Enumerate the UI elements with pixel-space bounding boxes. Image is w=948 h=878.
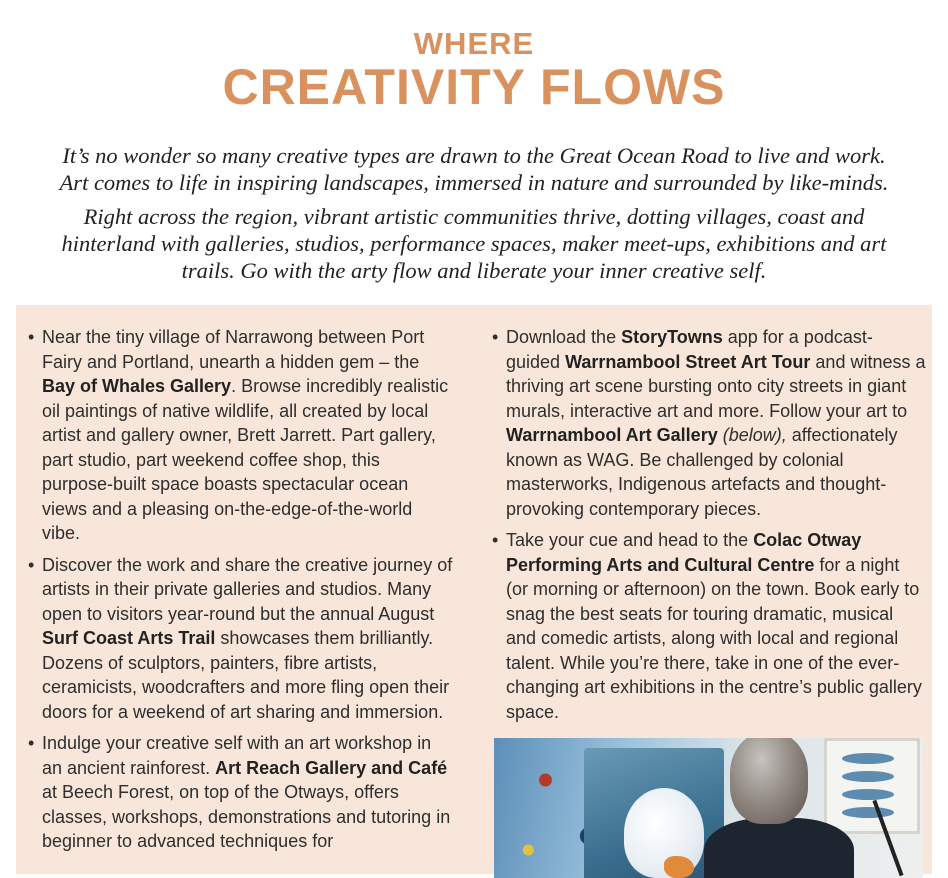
warrnambool-art-gallery-name: Warrnambool Art Gallery — [506, 425, 718, 445]
item-text: Take your cue and head to the — [506, 530, 754, 550]
page-title: CREATIVITY FLOWS — [222, 59, 726, 115]
item-text: Indulge your creative self with an art workshop in an ancient rainforest. — [42, 733, 432, 778]
bullet-icon: • — [492, 530, 499, 550]
art-reach-gallery-name: Art Reach Gallery and Café — [215, 757, 448, 778]
item-text: for a night (or morning or afternoon) on the town. Book early to snag the best seats for touring dramatic, musical and comedic artists, along with local and regional talent. While you’re there, take in one of the ever-changing art exhibitions in the centre’s public gallery space. — [506, 554, 922, 722]
item-text: Download the — [506, 327, 622, 347]
item-text: affectionately known as WAG. Be challenged by colonial masterworks, Indigenous artefacts and thought-provoking contemporary pieces. — [506, 425, 898, 519]
item-text: at Beech Forest, on top of the Otways, offers classes, workshops, demonstrations and tutoring in beginner to advanced techniques for — [42, 782, 451, 851]
fish-shape — [842, 753, 894, 764]
intro-paragraph-1: It’s no wonder so many creative types are drawn to the Great Ocean Road to live and work. Art comes to life in inspiring landscapes, immersed in nature and surrounded by like-minds. — [59, 143, 889, 195]
item-text: Discover the work and share the creative journey of artists in their private galleries and studios. Many open to visitors year-round but the annual August — [42, 554, 453, 624]
artist-painting-photo — [494, 738, 923, 878]
bullet-icon: • — [28, 327, 35, 347]
colac-otway-centre-name: Colac Otway Performing Arts and Cultural Centre — [506, 530, 862, 575]
list-item-art-reach — [28, 731, 453, 854]
left-column — [28, 325, 453, 861]
painted-beak — [664, 856, 694, 878]
item-text: . Browse incredibly realistic oil paintings of native wildlife, all created by local artist and gallery owner, Brett Jarrett. Part gallery, part studio, part weekend coffee shop, this purpose-built space boasts spectacular ocean views and a pleasing on-the-edge-of-the-world vibe. — [42, 376, 449, 543]
artist-head — [730, 738, 808, 824]
below-note: (below), — [717, 425, 787, 445]
kicker-heading: WHERE — [413, 26, 535, 61]
item-text: and witness a thriving art scene bursting onto city streets in giant murals, interactive art and more. Follow your art to — [506, 351, 926, 421]
street-art-tour-name: Warrnambool Street Art Tour — [565, 351, 811, 372]
surf-coast-arts-trail-name: Surf Coast Arts Trail — [42, 628, 216, 648]
bay-of-whales-gallery-name: Bay of Whales Gallery — [42, 376, 232, 396]
artist-body — [704, 818, 854, 878]
intro-paragraph-2: Right across the region, vibrant artistic communities thrive, dotting villages, coast and hinterland with galleries, studios, performance spaces, maker meet-ups, exhibitions and art trails. Go with the arty flow and liberate your inner creative self. — [61, 204, 887, 283]
item-text: Near the tiny village of Narrawong between Port Fairy and Portland, unearth a hidden gem – the — [42, 327, 425, 372]
list-item-bay-of-whales — [28, 325, 453, 546]
bullet-icon: • — [28, 733, 35, 753]
fish-shape — [842, 789, 894, 800]
fish-shape — [842, 771, 894, 782]
bullet-icon: • — [28, 554, 35, 575]
fish-print-frame — [824, 738, 920, 834]
content-panel — [16, 305, 932, 874]
storytowns-app-name: StoryTowns — [621, 327, 723, 347]
list-item-colac-otway — [492, 528, 926, 724]
fish-shape — [842, 807, 894, 818]
list-item-surf-coast — [28, 553, 453, 725]
item-text: app for a podcast-guided — [506, 327, 873, 372]
bullet-icon: • — [492, 327, 499, 347]
right-column — [492, 325, 926, 731]
item-text: showcases them brilliantly. Dozens of sculptors, painters, fibre artists, ceramicists, woodcrafters and more fling open their doors for a weekend of art sharing and immersion. — [42, 628, 450, 722]
list-item-storytowns — [492, 325, 926, 521]
